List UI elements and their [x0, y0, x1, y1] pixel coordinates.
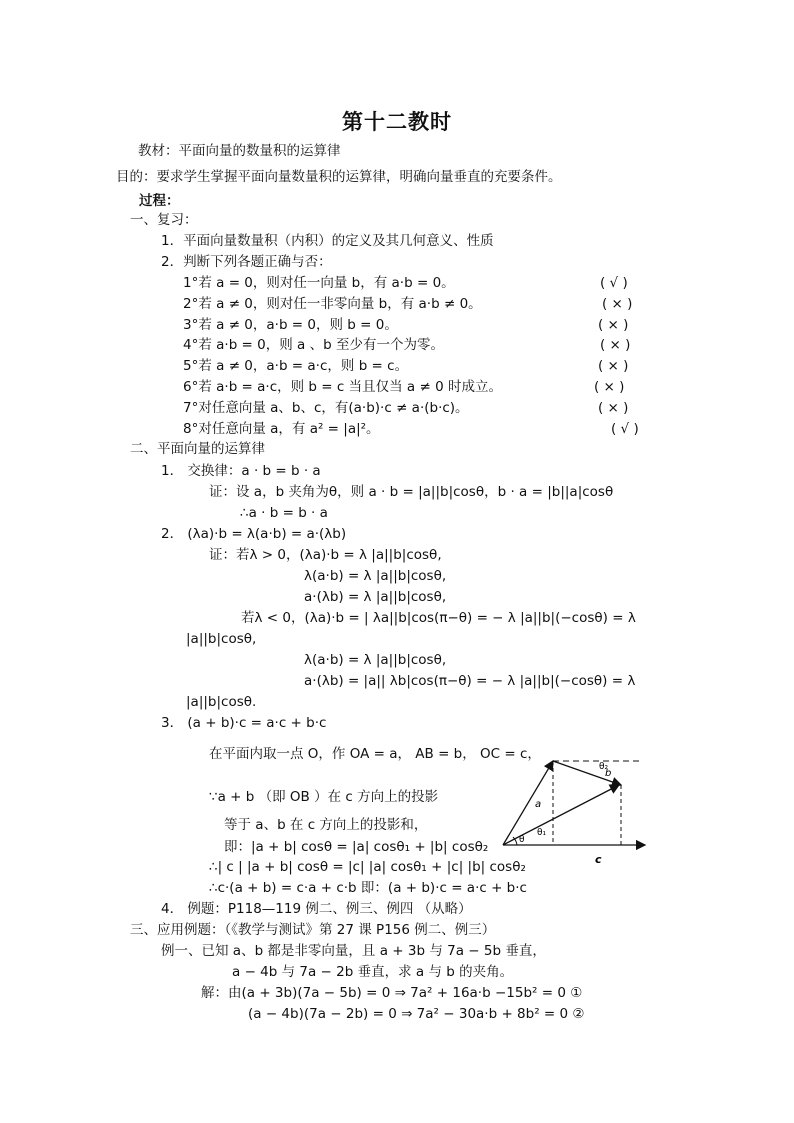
mark-8: ( √ ): [611, 421, 639, 437]
page-title: 第十二教时: [342, 110, 452, 134]
text-line: 1°若 a = 0，则对任一向量 b，有 a·b = 0。: [183, 275, 455, 291]
text-line: 2． (λa)·b = λ(a·b) = a·(λb): [161, 526, 347, 542]
text-line: 4°若 a·b = 0，则 a 、b 至少有一个为零。: [183, 337, 444, 353]
text-line: a − 4b 与 7a − 2b 垂直，求 a 与 b 的夹角。: [232, 964, 514, 980]
text-line: 等于 a、b 在 c 方向上的投影和，: [224, 817, 428, 833]
text-line: ∴a · b = b · a: [240, 505, 328, 521]
header-mudi: 目的：要求学生掌握平面向量数量积的运算律，明确向量垂直的充要条件。: [116, 169, 562, 185]
text-line: a·(λb) = |a|| λb|cos(π−θ) = − λ |a||b|(−cosθ) = λ: [304, 673, 636, 689]
text-line: ∴| c | |a + b| cosθ = |c| |a| cosθ₁ + |c| |b| cosθ₂: [209, 859, 526, 875]
header-guocheng: 过程：: [139, 193, 180, 209]
text-line: 6°若 a·b = a·c，则 b = c 当且仅当 a ≠ 0 时成立。: [183, 379, 502, 395]
text-line: 5°若 a ≠ 0，a·b = a·c，则 b = c。: [183, 358, 409, 374]
label-b: b: [605, 768, 612, 779]
text-line: 4． 例题：P118—119 例二、例三、例四 （从略）: [161, 901, 472, 917]
text-line: 在平面内取一点 O，作 OA = a， AB = b， OC = c，: [209, 746, 541, 762]
mark-2: ( × ): [602, 296, 633, 312]
text-line: 2°若 a ≠ 0，则对任一非零向量 b，有 a·b ≠ 0。: [183, 296, 482, 312]
mark-6: ( × ): [594, 379, 625, 395]
text-line: λ(a·b) = λ |a||b|cosθ,: [304, 652, 447, 668]
text-line: 即：|a + b| cosθ = |a| cosθ₁ + |b| cosθ₂: [224, 839, 489, 855]
label-theta2: θ₂: [599, 762, 609, 772]
text-line: 三、应用例题：（《教学与测试》第 27 课 P156 例二、例三）: [130, 922, 496, 938]
text-line: a·(λb) = λ |a||b|cosθ,: [304, 589, 447, 605]
text-line: 1． 交换律：a · b = b · a: [161, 463, 321, 479]
label-theta: θ: [519, 835, 525, 845]
text-line: 1．平面向量数量积（内积）的定义及其几何意义、性质: [161, 233, 494, 249]
text-line: 8°对任意向量 a，有 a² = |a|²。: [183, 421, 380, 437]
text-line: λ(a·b) = λ |a||b|cosθ,: [304, 568, 447, 584]
text-line: ∴c·(a + b) = c·a + c·b 即：(a + b)·c = a·c + b·c: [209, 880, 527, 896]
text-line: ∵a + b （即 OB ）在 c 方向上的投影: [209, 789, 439, 805]
label-theta1: θ₁: [537, 828, 547, 838]
label-c: c: [595, 853, 602, 866]
header-jiaocai: 教材：平面向量的数量积的运算律: [138, 143, 341, 159]
text-line: 证：若λ > 0，(λa)·b = λ |a||b|cosθ,: [209, 547, 442, 563]
mark-3: ( × ): [598, 317, 629, 333]
text-line: 证：设 a，b 夹角为θ，则 a · b = |a||b|cosθ，b · a = |b||a|cosθ: [209, 484, 614, 500]
mark-1: ( √ ): [600, 275, 628, 291]
mark-7: ( × ): [598, 400, 629, 416]
text-line: 7°对任意向量 a、b、c，有(a·b)·c ≠ a·(b·c)。: [183, 400, 469, 416]
text-line: 3°若 a ≠ 0，a·b = 0，则 b = 0。: [183, 317, 398, 333]
text-line: |a||b|cosθ.: [186, 694, 257, 710]
label-a: a: [535, 799, 542, 810]
mark-4: ( × ): [600, 337, 631, 353]
text-line: 解：由(a + 3b)(7a − 5b) = 0 ⇒ 7a² + 16a·b −15b² = 0 ①: [201, 985, 583, 1001]
text-line: (a − 4b)(7a − 2b) = 0 ⇒ 7a² − 30a·b + 8b² = 0 ②: [248, 1006, 585, 1022]
text-line: 例一、已知 a、b 都是非零向量，且 a + 3b 与 7a − 5b 垂直，: [161, 943, 546, 959]
text-line: 若λ < 0，(λa)·b = | λa||b|cos(π−θ) = − λ |a||b|(−cosθ) = λ: [241, 610, 636, 626]
mark-5: ( × ): [598, 358, 629, 374]
text-line: 3． (a + b)·c = a·c + b·c: [161, 715, 327, 731]
text-line: |a||b|cosθ,: [186, 631, 257, 647]
text-line: 二、平面向量的运算律: [130, 441, 265, 457]
vector-diagram: [495, 745, 695, 875]
text-line: 2．判断下列各题正确与否：: [161, 254, 332, 270]
text-line: 一、复习：: [130, 212, 198, 228]
